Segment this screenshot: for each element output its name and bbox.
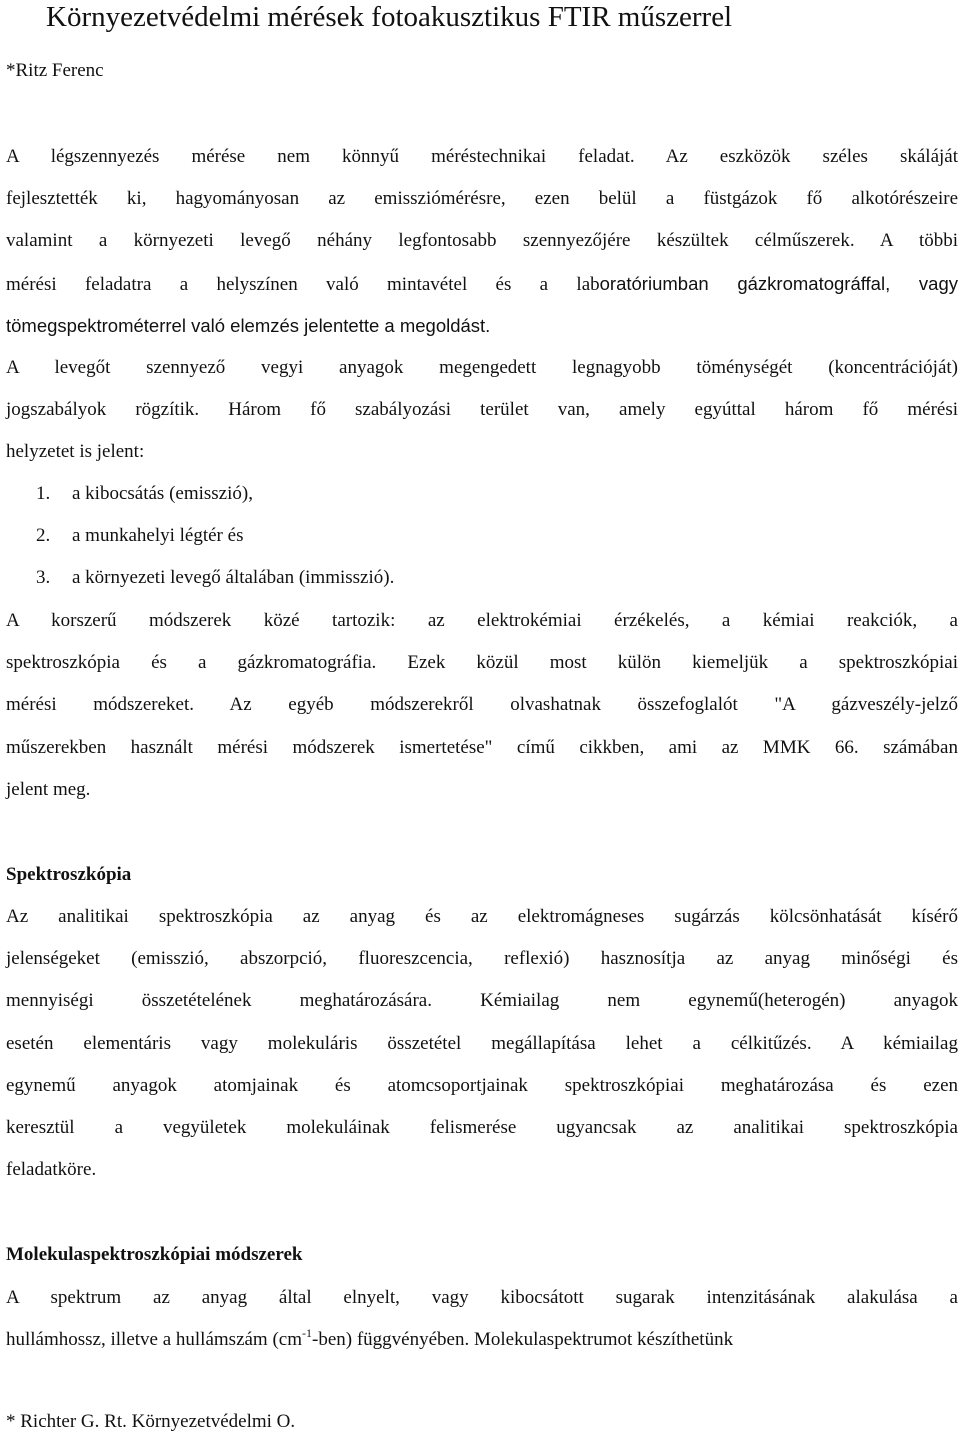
text-span: -ben) függvényében. Molekulaspektrumot készíthetünk <box>312 1329 734 1351</box>
text-line: feladatköre. <box>6 1159 97 1181</box>
list-item <box>6 473 394 515</box>
paragraph-regulation <box>6 347 958 474</box>
text-line: A légszennyezés mérése nem könnyű méréstechnikai feladat. Az eszközök széles skáláját <box>6 146 958 167</box>
text-line: jogszabályok rögzítik. Három fő szabályozási terület van, amely egyúttal három fő mérési <box>6 399 958 421</box>
document-title: Környezetvédelmi mérések fotoakusztikus FTIR műszerrel <box>46 1 733 33</box>
paragraph-spectroscopy <box>6 896 958 1191</box>
text-line: spektroszkópia és a gázkromatográfia. Ezek közül most külön kiemeljük a spektroszkópiai <box>6 652 958 674</box>
text-line: mérési módszereket. Az egyéb módszerekről olvashatnak összefoglalót "A gázveszély-jelző <box>6 694 958 716</box>
list-item <box>6 515 394 557</box>
text-line: helyzetet is jelent: <box>6 441 145 463</box>
paragraph-intro <box>6 136 958 347</box>
author-line: *Ritz Ferenc <box>6 60 104 81</box>
text-line: valamint a környezeti levegő néhány legfontosabb szennyezőjére készültek célműszerek. A többi <box>6 230 958 252</box>
text-line: egynemű anyagok atomjainak és atomcsoportjainak spektroszkópiai meghatározása és ezen <box>6 1074 958 1096</box>
numbered-list <box>6 473 394 600</box>
list-item <box>6 557 394 599</box>
text-line: műszerekben használt mérési módszerek ismertetése" című cikkben, ami az MMK 66. számában <box>6 736 958 758</box>
text-line: Az analitikai spektroszkópia az anyag és az elektromágneses sugárzás kölcsönhatását kísérő <box>6 906 958 927</box>
text-line: A levegőt szennyező vegyi anyagok megengedett legnagyobb töménységét (koncentrációját) <box>6 357 958 378</box>
list-number: 3. <box>36 567 51 589</box>
text-line <box>6 1319 958 1361</box>
list-number: 2. <box>36 525 51 547</box>
text-line: mennyiségi összetételének meghatározására. Kémiailag nem egynemű(heterogén) anyagok <box>6 990 958 1012</box>
footnote: * Richter G. Rt. Környezetvédelmi O. <box>6 1411 296 1432</box>
text-line <box>6 263 958 305</box>
section-heading-spectroscopy: Spektroszkópia <box>6 864 132 885</box>
list-text: a környezeti levegő általában (immisszió). <box>72 567 395 589</box>
text-line: A korszerű módszerek közé tartozik: az elektrokémiai érzékelés, a kémiai reakciók, a <box>6 610 958 631</box>
list-number: 1. <box>36 483 51 504</box>
section-heading-molecular: Molekulaspektroszkópiai módszerek <box>6 1244 303 1265</box>
superscript: -1 <box>302 1326 313 1341</box>
text-span-sans: oratóriumban gázkromatográffal, vagy <box>599 272 958 294</box>
text-line: A spektrum az anyag által elnyelt, vagy kibocsátott sugarak intenzitásának alakulása a <box>6 1287 958 1308</box>
paragraph-methods <box>6 600 958 811</box>
text-span: mérési feladatra a helyszínen való mintavétel és a lab <box>6 273 600 295</box>
text-line: tömegspektrométerrel való elemzés jelentette a megoldást. <box>6 314 491 336</box>
list-text: a kibocsátás (emisszió), <box>72 483 253 504</box>
text-line: fejlesztették ki, hagyományosan az emissziómérésre, ezen belül a füstgázok fő alkotórészeire <box>6 188 958 210</box>
text-line: jelent meg. <box>6 778 91 800</box>
text-line: esetén elementáris vagy molekuláris összetétel megállapítása lehet a célkitűzés. A kémiailag <box>6 1032 958 1054</box>
list-text: a munkahelyi légtér és <box>72 525 244 547</box>
paragraph-spectrum <box>6 1277 958 1361</box>
text-line: keresztül a vegyületek molekuláinak felismerése ugyancsak az analitikai spektroszkópia <box>6 1116 958 1138</box>
text-line: jelenségeket (emisszió, abszorpció, fluoreszcencia, reflexió) hasznosítja az anyag minőségi és <box>6 948 958 970</box>
text-span: hullámhossz, illetve a hullámszám (cm <box>6 1329 303 1351</box>
